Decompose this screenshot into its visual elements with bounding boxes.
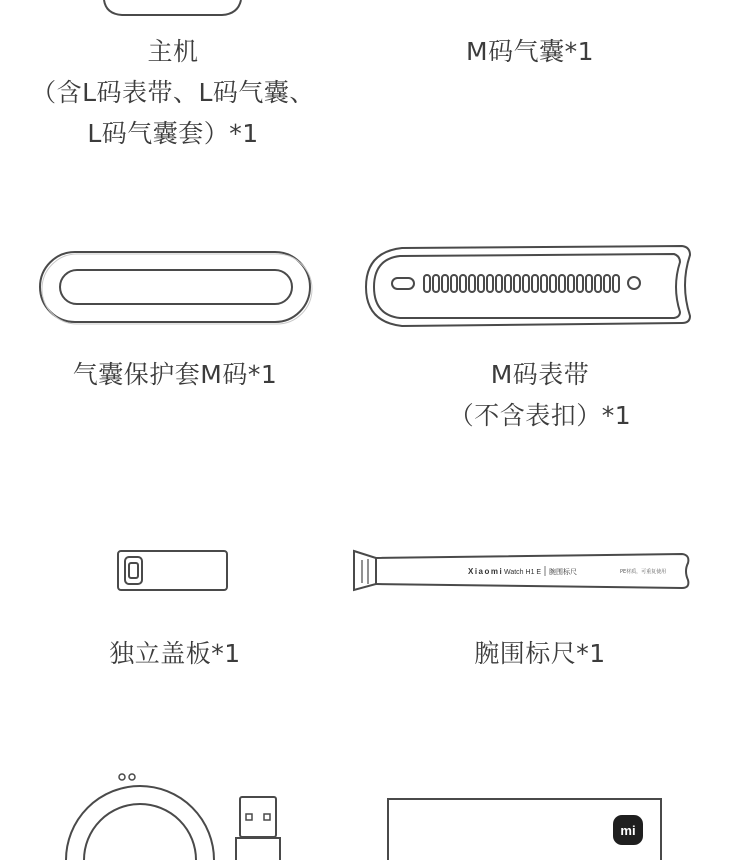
caption-line: 腕围标尺*1 — [474, 639, 606, 668]
caption-line: M码气囊*1 — [466, 37, 594, 66]
caption-line: （不含表扣）*1 — [448, 401, 632, 430]
caption-line: 主机 — [147, 37, 199, 66]
ruler-brand: Xiaomi — [468, 567, 504, 576]
ruler-label: 腕围标尺 — [549, 568, 577, 576]
caption-line: L码气囊套）*1 — [87, 119, 259, 148]
ruler-model: Watch H1 E — [504, 569, 542, 576]
ruler-note: PE材质，可重复使用 — [620, 569, 667, 575]
caption-line: （含L码表带、L码气囊、 — [31, 78, 315, 107]
caption-line: M码表带 — [490, 360, 590, 389]
caption-line: 独立盖板*1 — [109, 639, 241, 668]
caption-line: 气囊保护套M码*1 — [72, 360, 278, 389]
mi-logo-text: mi — [620, 823, 636, 838]
